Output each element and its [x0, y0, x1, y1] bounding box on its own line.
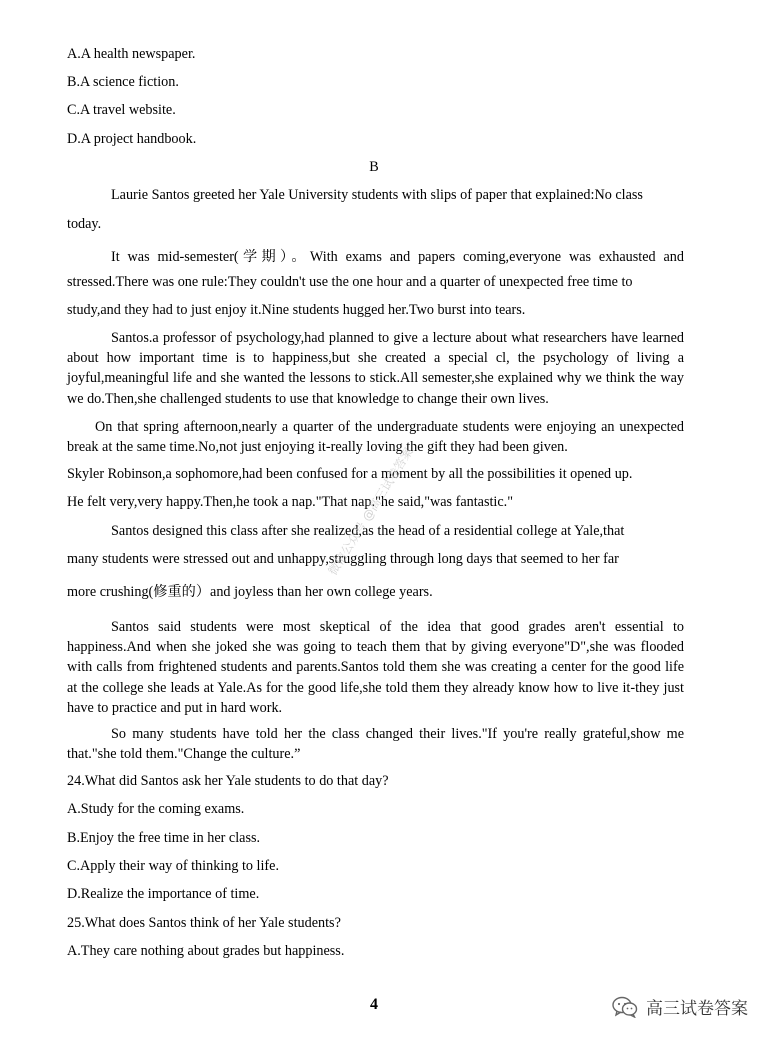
passage-p4-block — [67, 417, 684, 457]
question-25-option-a: A.They care nothing about grades but happiness. — [67, 943, 345, 959]
passage-p6 — [67, 617, 684, 718]
passage-p7-text: So many students have told her the class changed their lives."If you're really grateful,show me that."she told them."Change the culture.” — [67, 726, 684, 763]
passage-p4-text: On that spring afternoon,nearly a quarter of the undergraduate students were enjoying an unexpected break at the same time.No,not just enjoying it-really loving the gift they had been given. — [67, 419, 684, 456]
passage-p2-line1: It was mid-semester(学期）。With exams and papers coming,everyone was exhausted and — [111, 249, 684, 265]
passage-p5-line2: many students were stressed out and unhappy,struggling through long days that seemed to her far — [67, 551, 619, 567]
passage-p2-line3: study,and they had to just enjoy it.Nine students hugged her.Two burst into tears. — [67, 302, 526, 318]
question-24-stem: 24.What did Santos ask her Yale students to do that day? — [67, 773, 389, 789]
section-label: B — [369, 159, 379, 175]
question-24-option-a: A.Study for the coming exams. — [67, 801, 245, 817]
passage-p2-line2: stressed.There was one rule:They couldn't use the one hour and a quarter of unexpected free time to — [67, 274, 633, 290]
passage-p4-line3: Skyler Robinson,a sophomore,had been confused for a moment by all the possibilities it opened up. — [67, 466, 633, 482]
page-number: 4 — [370, 996, 378, 1013]
passage-p3 — [67, 328, 684, 409]
passage-p3-text: Santos.a professor of psychology,had planned to give a lecture about what researchers have learned about how important time is to happiness,but she created a special cl, the psychology of living a joyful,meaningful life and she wanted the lessons to stick.All semester,she explained why we think the way we do.Then,she challenged students to use that knowledge to change their own lives. — [67, 330, 684, 407]
question-24-option-d: D.Realize the importance of time. — [67, 886, 260, 902]
passage-p1-line2: today. — [67, 216, 102, 232]
brand-label: 高三试卷答案 — [646, 999, 748, 1019]
question-24-option-b: B.Enjoy the free time in her class. — [67, 830, 261, 846]
option-b: B.A science fiction. — [67, 74, 179, 90]
wechat-icon — [612, 996, 638, 1018]
passage-p7 — [67, 724, 684, 764]
passage-p5-line3: more crushing(修重的）and joyless than her own college years. — [67, 584, 433, 600]
option-a: A.A health newspaper. — [67, 46, 196, 62]
passage-p4-line4: He felt very,very happy.Then,he took a nap."That nap."he said,"was fantastic." — [67, 494, 514, 510]
question-24-option-c: C.Apply their way of thinking to life. — [67, 858, 279, 874]
passage-p1-line1: Laurie Santos greeted her Yale University students with slips of paper that explained:No class — [111, 187, 643, 203]
passage-p5-line1: Santos designed this class after she realized,as the head of a residential college at Yale,that — [111, 523, 625, 539]
question-25-stem: 25.What does Santos think of her Yale students? — [67, 915, 341, 931]
watermark: 微信公众号 @高三试卷答案 — [325, 444, 416, 578]
brand-watermark — [612, 994, 748, 1019]
passage-p6-text: Santos said students were most skeptical of the idea that good grades aren't essential to happiness.And when she joked she was going to teach them that by giving everyone"D",she was flooded with calls from frightened students and parents.Santos told them she was creating a center for the good life at the college she leads at Yale.As for the good life,she told them they already know how to live it-they just have to practice and put in hard work. — [67, 619, 684, 716]
option-c: C.A travel website. — [67, 102, 176, 118]
option-d: D.A project handbook. — [67, 131, 197, 147]
